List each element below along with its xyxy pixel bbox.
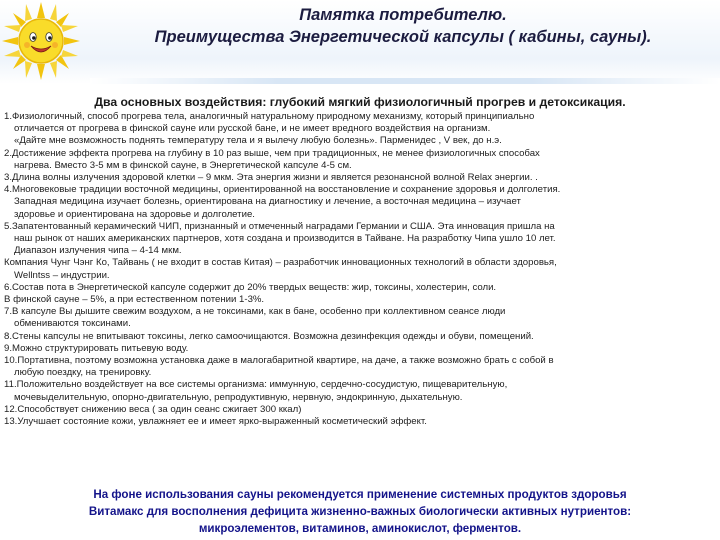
list-item: 11.Положительно воздействует на все системы организма: иммунную, сердечно-сосудистую, пищеварительную, [4, 379, 508, 391]
list-item: 3.Длина волны излучения здоровой клетки – 9 мкм. Эта энергия жизни и является резонансной волной Relax энергии. . [4, 172, 538, 184]
list-item: 1.Физиологичный, способ прогрева тела, аналогичный натуральному природному механизму, который принципиально [4, 111, 535, 122]
list-item: 4.Многовековые традиции восточной медицины, ориентированной на восстановление и сохранение здоровья и долголетия. [4, 184, 561, 196]
list-item: здоровье и ориентирована на здоровье и долголетие. [14, 208, 255, 220]
list-item: любую поездку, на тренировку. [14, 367, 152, 379]
list-item: Западная медицина изучает болезнь, ориентирована на диагностику и лечение, а восточная медицина – изучает [14, 196, 521, 208]
list-item: 6.Состав пота в Энергетической капсуле содержит до 20% твердых веществ: жир, токсины, холестерин, соли. [4, 281, 497, 293]
list-item: 8.Стены капсулы не впитывают токсины, легко самоочищаются. Возможна дезинфекция одежды и обуви, помещений. [4, 330, 534, 342]
sun-face-icon [19, 19, 63, 63]
list-item: В финской сауне – 5%, а при естественном потении 1-3%. [4, 294, 265, 306]
list-item: Wellntss – индустрии. [14, 269, 110, 281]
list-item: нагрева. Вместо 3-5 мм в финской сауне, в Энергетической капсуле 4-5 см. [14, 159, 352, 171]
list-item: 5.Запатентованный керамический ЧИП, признанный и отмеченный наградами Германии и США. Эта инновация пришла на [4, 220, 555, 232]
list-item: 12.Способствует снижению веса ( за один сеанс сжигает 300 ккал) [4, 403, 302, 415]
list-item: 13.Улучшает состояние кожи, увлажняет ее и имеет ярко-выраженный косметический эффект. [4, 416, 427, 428]
list-item: 9.Можно структурировать питьевую воду. [4, 342, 189, 354]
list-item: обмениваются токсинами. [14, 318, 131, 330]
list-item: 7.В капсуле Вы дышите свежим воздухом, а не токсинами, как в бане, особенно при коллективном сеансе люди [4, 306, 506, 318]
list-item: мочевыделительную, опорно-двигательную, репродуктивную, нервную, эндокринную, дыхательную. [14, 391, 463, 403]
list-item: 10.Портативна, поэтому возможна установка даже в малогабаритной квартире, на даче, а также возможно брать с собой в [4, 355, 554, 367]
header-stripe [90, 78, 720, 84]
sun-icon [0, 0, 82, 82]
list-item: отличается от прогрева в финской сауне или русской бане, и не имеет вредного воздействия на организм. [14, 123, 491, 135]
title-line-2: Преимущества Энергетической капсулы ( кабины, сауны). [154, 28, 652, 46]
footer-line-2: Витамакс для восполнения дефицита жизненно-важных биологически активных нутриентов: [88, 505, 632, 518]
footer-line-1: На фоне использования сауны рекомендуется применение системных продуктов здоровья [93, 488, 627, 501]
page-title [96, 4, 710, 48]
footer-line-3: микроэлементов, витаминов, аминокислот, ферментов. [198, 522, 522, 535]
benefits-list [4, 111, 714, 428]
list-item: Компания Чунг Чэнг Ко, Тайвань ( не входит в состав Китая) – разработчик инновационных технологий в области здоровья, [4, 257, 557, 269]
list-item: «Дайте мне возможность поднять температуру тела и я вылечу любую болезнь». Парменидес , V век, до н.э. [14, 135, 502, 147]
list-item: наш рынок от наших американских партнеров, хотя создана и производится в Тайване. На разработку Чипа ушло 10 лет. [14, 233, 556, 245]
list-item: Диапазон излучения чипа – 4-14 мкм. [14, 245, 182, 257]
list-item: 2.Достижение эффекта прогрева на глубину в 10 раз выше, чем при традиционных, не менее физиологичных способах [4, 147, 540, 159]
footer-recommendation [0, 486, 720, 537]
subtitle: Два основных воздействия: глубокий мягкий физиологичный прогрев и детоксикация. [94, 95, 626, 109]
title-line-1: Памятка потребителю. [299, 6, 507, 24]
